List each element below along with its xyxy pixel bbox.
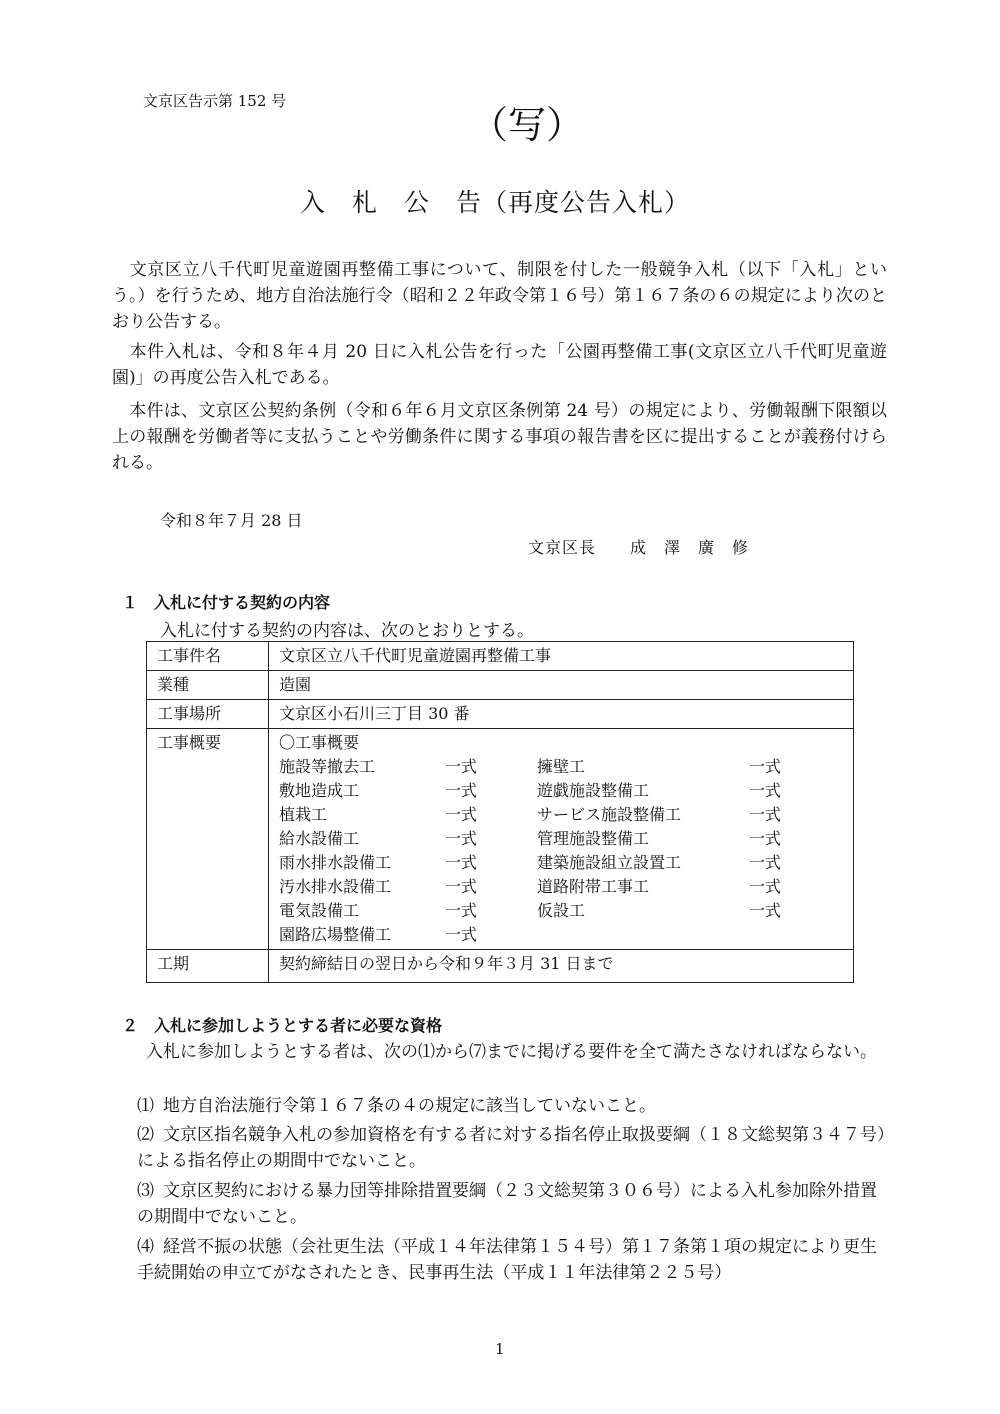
requirement-text: 経営不振の状態（会社更生法（平成１４年法律第１５４号）第１７条第１項の規定により更生手続開始の申立てがなされたとき、民事再生法（平成１１年法律第２２５号） [137,1237,877,1283]
requirement-number: ⑶ [137,1181,154,1201]
overview-qty: 一式 [749,757,782,776]
requirement-number: ⑴ [137,1096,154,1116]
intro-paragraph-1-text: 文京区立八千代町児童遊園再整備工事について、制限を付した一般競争入札（以下「入札」という。）を行うため、地方自治法施行令（昭和２２年政令第１６号）第１６７条の６の規定により次のとおり公告する。 [112,260,888,332]
overview-item: 管理施設整備工 [537,829,650,848]
intro-paragraph-2-text: 本件入札は、令和８年４月 20 日に入札公告を行った「公園再整備工事(文京区立八千代町児童遊園)」の再度公告入札である。 [112,342,887,388]
requirement-item [137,1093,887,1119]
table-row [147,950,854,983]
table-key: 業種 [147,671,269,700]
overview-item: サービス施設整備工 [537,805,682,824]
table-value: 契約締結日の翌日から令和９年３月 31 日まで [269,950,854,983]
overview-item: 植栽工 [279,805,328,824]
signer: 文京区長 成 澤 廣 修 [528,538,750,557]
table-value: 文京区小石川三丁目 30 番 [269,700,854,729]
overview-item: 遊戯施設整備工 [537,781,650,800]
overview-qty: 一式 [445,877,478,896]
notice-number: 文京区告示第 152 号 [143,92,287,110]
overview-item: 給水設備工 [279,829,360,848]
table-row [147,729,854,950]
overview-heading: 〇工事概要 [279,733,360,752]
overview-qty: 一式 [749,781,782,800]
intro-paragraph-3-text: 本件は、文京区公契約条例（令和６年６月文京区条例第 24 号）の規定により、労働報酬下限額以上の報酬を労働者等に支払うことや労働条件に関する事項の報告書を区に提出することが義務付けられる。 [112,401,887,473]
table-key: 工事概要 [147,729,269,950]
table-key: 工期 [147,950,269,983]
requirement-number: ⑷ [137,1237,154,1257]
page-number: 1 [495,1340,505,1358]
requirement-number: ⑵ [137,1125,154,1145]
requirement-item [137,1178,887,1230]
notice-date: 令和８年７月 28 日 [160,511,303,530]
table-value: 造園 [269,671,854,700]
table-value: 文京区立八千代町児童遊園再整備工事 [269,642,854,671]
page-title: 入 札 公 告（再度公告入札） [300,188,691,217]
overview-item: 仮設工 [537,901,586,920]
overview-grid [279,755,843,947]
intro-paragraph-1 [112,257,887,335]
overview-qty: 一式 [749,805,782,824]
overview-qty: 一式 [749,877,782,896]
overview-qty: 一式 [445,901,478,920]
overview-item: 電気設備工 [279,901,360,920]
overview-qty: 一式 [749,829,782,848]
table-key: 工事場所 [147,700,269,729]
overview-item: 敷地造成工 [279,781,360,800]
copy-mark: （写） [470,103,585,147]
overview-qty: 一式 [445,757,478,776]
overview-item: 建築施設組立設置工 [537,853,682,872]
overview-qty: 一式 [749,901,782,920]
intro-paragraph-2 [112,339,887,391]
table-row [147,700,854,729]
overview-qty: 一式 [445,853,478,872]
requirement-text: 地方自治法施行令第１６７条の４の規定に該当していないこと。 [163,1096,656,1116]
requirement-item [137,1122,887,1174]
overview-item: 道路附帯工事工 [537,877,650,896]
table-row [147,642,854,671]
section-2-heading: ２ 入札に参加しようとする者に必要な資格 [122,1016,443,1035]
requirement-item [137,1234,887,1286]
overview-qty: 一式 [445,829,478,848]
overview-item: 汚水排水設備工 [279,877,392,896]
section-2-lead [112,1039,887,1065]
overview-qty: 一式 [445,781,478,800]
requirement-text: 文京区指名競争入札の参加資格を有する者に対する指名停止取扱要綱（１８文総契第３４７号）による指名停止の期間中でないこと。 [137,1125,886,1171]
overview-qty: 一式 [445,925,478,944]
overview-qty: 一式 [445,805,478,824]
overview-item: 施設等撤去工 [279,757,376,776]
overview-item: 雨水排水設備工 [279,853,392,872]
overview-item: 擁壁工 [537,757,586,776]
overview-qty [749,923,789,947]
section-1-lead: 入札に付する契約の内容は、次のとおりとする。 [160,621,534,641]
table-key: 工事件名 [147,642,269,671]
section-2-lead-text: 入札に参加しようとする者は、次の⑴から⑺までに掲げる要件を全て満たさなければならない。 [146,1042,877,1062]
requirement-text: 文京区契約における暴力団等排除措置要綱（２３文総契第３０６号）による入札参加除外措置の期間中でないこと。 [137,1181,877,1227]
section-1-heading: １ 入札に付する契約の内容 [122,593,331,612]
table-row [147,671,854,700]
table-value-overview [269,729,854,950]
contract-table [146,641,854,983]
overview-item: 園路広場整備工 [279,925,392,944]
overview-qty: 一式 [749,853,782,872]
overview-item [537,923,749,947]
intro-paragraph-3 [112,398,887,476]
